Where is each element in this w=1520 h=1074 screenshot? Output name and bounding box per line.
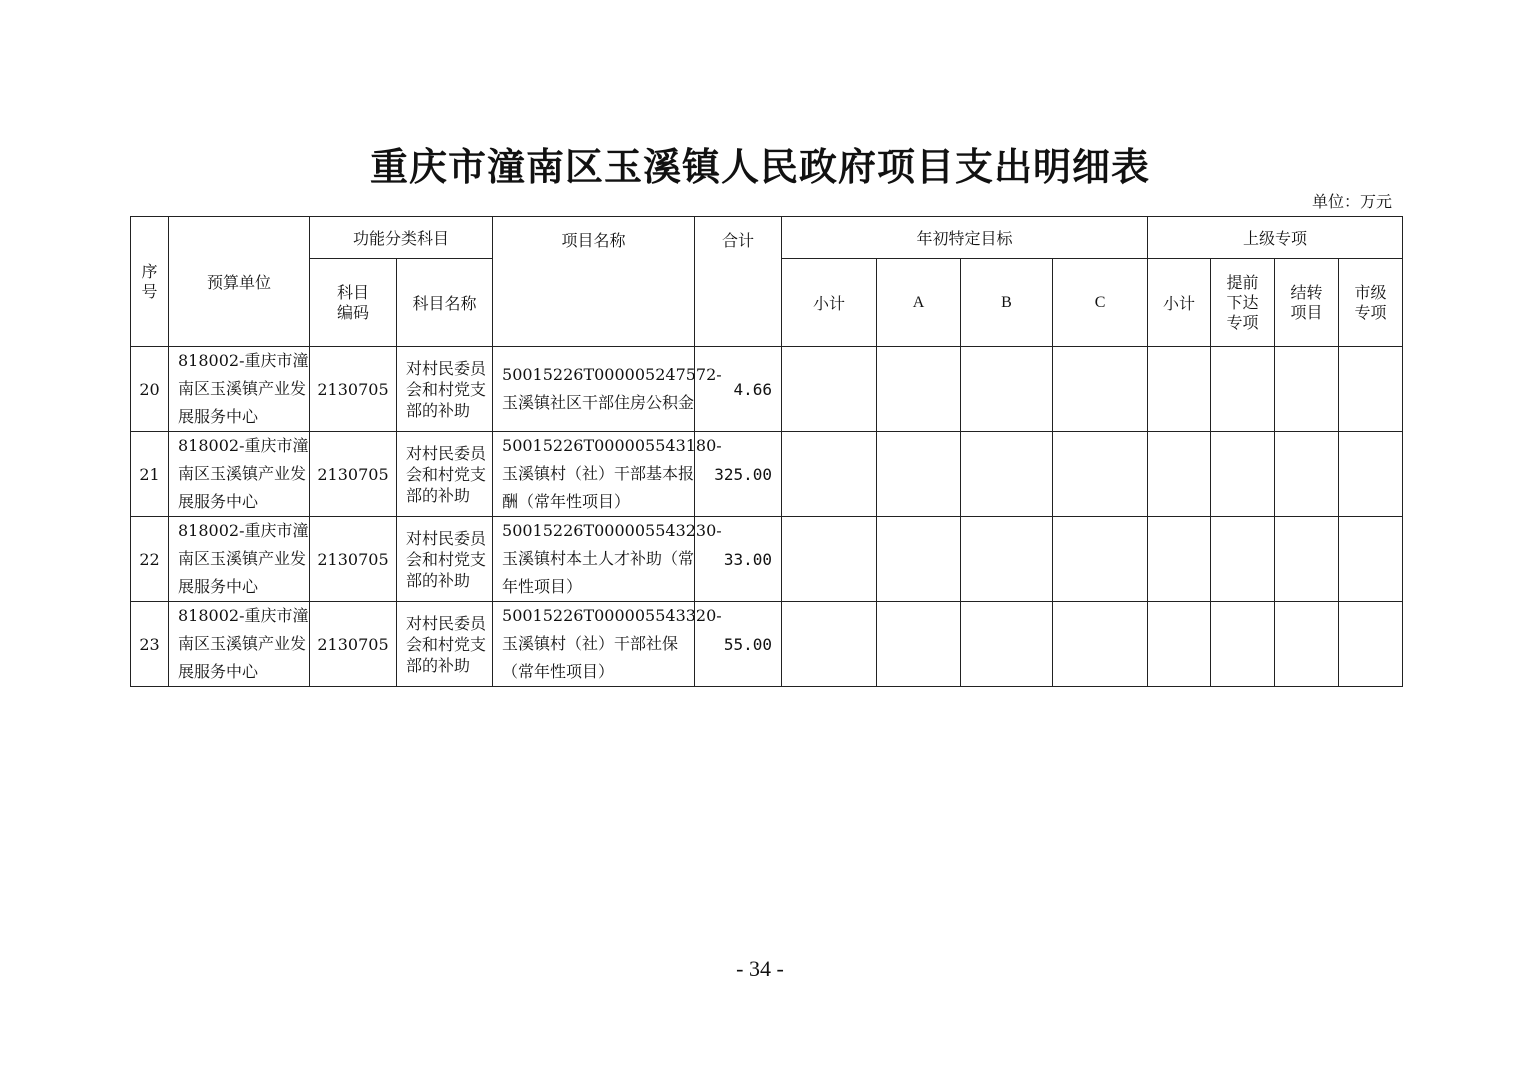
cell-target-c	[1053, 432, 1148, 517]
page-number: - 34 -	[736, 956, 784, 981]
cell-superior-subtotal	[1148, 347, 1211, 432]
cell-superior-subtotal	[1148, 517, 1211, 602]
table-row	[131, 432, 1403, 517]
cell-budget-unit: 818002-重庆市潼南区玉溪镇产业发展服务中心	[169, 602, 310, 687]
cell-project-name: 50015226T000005543180-玉溪镇村（社）干部基本报酬（常年性项目）	[493, 432, 695, 517]
cell-total: 325.00	[695, 432, 782, 517]
page-title: 重庆市潼南区玉溪镇人民政府项目支出明细表	[369, 144, 1150, 189]
cell-seq: 23	[131, 602, 169, 687]
header-superior: 上级专项	[1148, 217, 1403, 259]
cell-seq: 20	[131, 347, 169, 432]
cell-total: 4.66	[695, 347, 782, 432]
header-budget-unit: 预算单位	[169, 217, 310, 347]
cell-total: 55.00	[695, 602, 782, 687]
header-carryover-label: 结转项目	[1290, 282, 1323, 322]
cell-project-name: 50015226T000005543320-玉溪镇村（社）干部社保（常年性项目）	[493, 602, 695, 687]
cell-carryover	[1275, 432, 1339, 517]
header-subject-code	[310, 259, 397, 347]
cell-targets-subtotal	[782, 602, 877, 687]
cell-project-name: 50015226T000005247572-玉溪镇社区干部住房公积金	[493, 347, 695, 432]
cell-subject-name: 对村民委员会和村党支部的补助	[397, 517, 493, 602]
header-func-class: 功能分类科目	[310, 217, 493, 259]
cell-subject-code: 2130705	[310, 602, 397, 687]
cell-seq: 22	[131, 517, 169, 602]
header-seq	[131, 217, 169, 347]
header-seq-label: 序号	[141, 261, 158, 301]
cell-city	[1339, 602, 1403, 687]
table-row	[131, 517, 1403, 602]
cell-superior-subtotal	[1148, 602, 1211, 687]
cell-budget-unit: 818002-重庆市潼南区玉溪镇产业发展服务中心	[169, 517, 310, 602]
header-target-b: B	[961, 259, 1053, 347]
cell-superior-subtotal	[1148, 432, 1211, 517]
cell-target-a	[877, 432, 961, 517]
cell-carryover	[1275, 347, 1339, 432]
header-targets-subtotal: 小计	[782, 259, 877, 347]
cell-targets-subtotal	[782, 432, 877, 517]
cell-city	[1339, 517, 1403, 602]
cell-city	[1339, 432, 1403, 517]
cell-targets-subtotal	[782, 517, 877, 602]
table-row	[131, 602, 1403, 687]
header-advance	[1211, 259, 1275, 347]
cell-target-c	[1053, 347, 1148, 432]
cell-subject-name: 对村民委员会和村党支部的补助	[397, 602, 493, 687]
header-subject-name: 科目名称	[397, 259, 493, 347]
header-city-label: 市级专项	[1354, 282, 1387, 322]
header-target-a: A	[877, 259, 961, 347]
cell-carryover	[1275, 517, 1339, 602]
cell-subject-name: 对村民委员会和村党支部的补助	[397, 347, 493, 432]
header-row-1	[131, 217, 1403, 259]
header-targets: 年初特定目标	[782, 217, 1148, 259]
cell-advance	[1211, 602, 1275, 687]
cell-subject-code: 2130705	[310, 347, 397, 432]
cell-target-b	[961, 517, 1053, 602]
cell-target-b	[961, 602, 1053, 687]
cell-target-c	[1053, 517, 1148, 602]
cell-city	[1339, 347, 1403, 432]
cell-target-a	[877, 602, 961, 687]
unit-label: 单位：万元	[1311, 192, 1392, 211]
cell-target-b	[961, 347, 1053, 432]
header-target-c: C	[1053, 259, 1148, 347]
cell-advance	[1211, 517, 1275, 602]
cell-budget-unit: 818002-重庆市潼南区玉溪镇产业发展服务中心	[169, 432, 310, 517]
cell-subject-code: 2130705	[310, 432, 397, 517]
cell-targets-subtotal	[782, 347, 877, 432]
cell-total: 33.00	[695, 517, 782, 602]
cell-target-a	[877, 517, 961, 602]
cell-target-a	[877, 347, 961, 432]
cell-seq: 21	[131, 432, 169, 517]
expenditure-table	[130, 216, 1403, 687]
header-superior-subtotal: 小计	[1148, 259, 1211, 347]
cell-target-b	[961, 432, 1053, 517]
cell-advance	[1211, 347, 1275, 432]
cell-advance	[1211, 432, 1275, 517]
cell-carryover	[1275, 602, 1339, 687]
cell-target-c	[1053, 602, 1148, 687]
cell-budget-unit: 818002-重庆市潼南区玉溪镇产业发展服务中心	[169, 347, 310, 432]
header-total: 合计	[695, 217, 782, 347]
header-city	[1339, 259, 1403, 347]
header-carryover	[1275, 259, 1339, 347]
header-advance-label: 提前下达专项	[1226, 272, 1259, 332]
cell-subject-code: 2130705	[310, 517, 397, 602]
header-subject-code-label: 科目编码	[336, 282, 369, 322]
cell-subject-name: 对村民委员会和村党支部的补助	[397, 432, 493, 517]
cell-project-name: 50015226T000005543230-玉溪镇村本土人才补助（常年性项目）	[493, 517, 695, 602]
header-project-name: 项目名称	[493, 217, 695, 347]
table-row	[131, 347, 1403, 432]
